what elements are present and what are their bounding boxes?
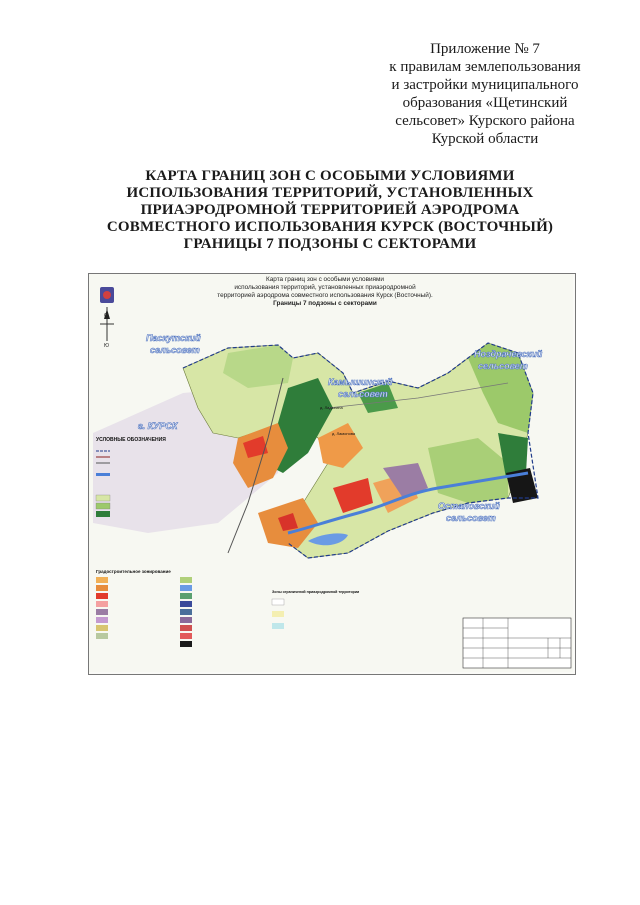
- legend-swatch: [96, 585, 108, 591]
- legend-swatch: [180, 585, 192, 591]
- map-title-line: Карта границ зон с особыми условиями: [266, 276, 384, 283]
- legend-swatch: [96, 633, 108, 639]
- legend-subtitle: Градостроительное зонирование: [96, 569, 171, 574]
- map-title-line: территорией аэродрома совместного использования Курск (Восточный).: [217, 292, 433, 299]
- title-line: ПРИАЭРОДРОМНОЙ ТЕРРИТОРИЕЙ АЭРОДРОМА: [140, 202, 520, 218]
- appendix-line: Приложение № 7: [430, 41, 540, 57]
- compass-south: Ю: [104, 343, 110, 349]
- appendix-line: сельсовет» Курского района: [395, 113, 575, 129]
- title-line: СОВМЕСТНОГО ИСПОЛЬЗОВАНИЯ КУРСК (ВОСТОЧНЫЙ): [106, 219, 554, 235]
- legend-swatch: [272, 623, 284, 629]
- zoning-map: [88, 273, 574, 673]
- village-label: д. Ладыгина: [320, 405, 343, 410]
- legend-swatch: [96, 577, 108, 583]
- legend-swatch: [180, 633, 192, 639]
- compass-north: С: [104, 313, 108, 319]
- legend-swatch: [180, 577, 192, 583]
- label-nozdrachevsky-2: сельсовет: [478, 361, 528, 371]
- map-title-line: использования территорий, установленных приаэродромной: [234, 284, 416, 291]
- title-line: ИСПОЛЬЗОВАНИЯ ТЕРРИТОРИЙ, УСТАНОВЛЕННЫХ: [126, 185, 534, 201]
- legend-title: УСЛОВНЫЕ ОБОЗНАЧЕНИЯ: [96, 437, 166, 443]
- zones-caption: Зоны ограничений приаэродромной территории: [272, 590, 360, 594]
- label-kursk: г. КУРСК: [138, 421, 178, 431]
- label-kamyshinsky: Камышинский: [328, 377, 393, 387]
- coat-of-arms: [100, 287, 114, 303]
- title-line: ГРАНИЦЫ 7 ПОДЗОНЫ С СЕКТОРАМИ: [183, 236, 477, 252]
- legend-swatch: [272, 611, 284, 617]
- legend-swatch: [96, 617, 108, 623]
- legend-swatch: [180, 609, 192, 615]
- label-paskutsky: Паскутский: [146, 333, 201, 343]
- appendix-note: [370, 40, 600, 148]
- legend-swatch: [96, 503, 110, 509]
- legend-swatch: [272, 599, 284, 605]
- legend-swatch: [180, 641, 192, 647]
- label-paskutsky-2: сельсовет: [150, 345, 200, 355]
- label-ostanovsky: Остановский: [438, 501, 500, 511]
- legend-swatch: [96, 511, 110, 517]
- legend-swatch: [96, 473, 110, 476]
- label-kamyshinsky-2: сельсовет: [338, 389, 388, 399]
- legend-swatch: [96, 609, 108, 615]
- legend-swatch: [96, 601, 108, 607]
- map-title-line: Границы 7 подзоны с секторами: [273, 300, 377, 307]
- label-ostanovsky-2: сельсовет: [446, 513, 496, 523]
- appendix-line: образования «Щетинский: [402, 95, 568, 111]
- legend-swatch: [180, 593, 192, 599]
- appendix-line: и застройки муниципального: [391, 77, 579, 93]
- appendix-line: Курской области: [431, 131, 539, 147]
- label-nozdrachevsky: Ноздрачевский: [474, 349, 543, 359]
- legend-swatch: [96, 625, 108, 631]
- document-title: [95, 168, 565, 253]
- legend-swatch: [180, 601, 192, 607]
- title-line: КАРТА ГРАНИЦ ЗОН С ОСОБЫМИ УСЛОВИЯМИ: [145, 168, 515, 184]
- title-block: [463, 618, 571, 668]
- legend-swatch: [96, 593, 108, 599]
- legend-swatch: [96, 495, 110, 501]
- map-title: [180, 276, 470, 308]
- legend-swatch: [180, 617, 192, 623]
- legend-swatch: [180, 625, 192, 631]
- village-label: д. Ламонова: [332, 431, 356, 436]
- appendix-line: к правилам землепользования: [389, 59, 581, 75]
